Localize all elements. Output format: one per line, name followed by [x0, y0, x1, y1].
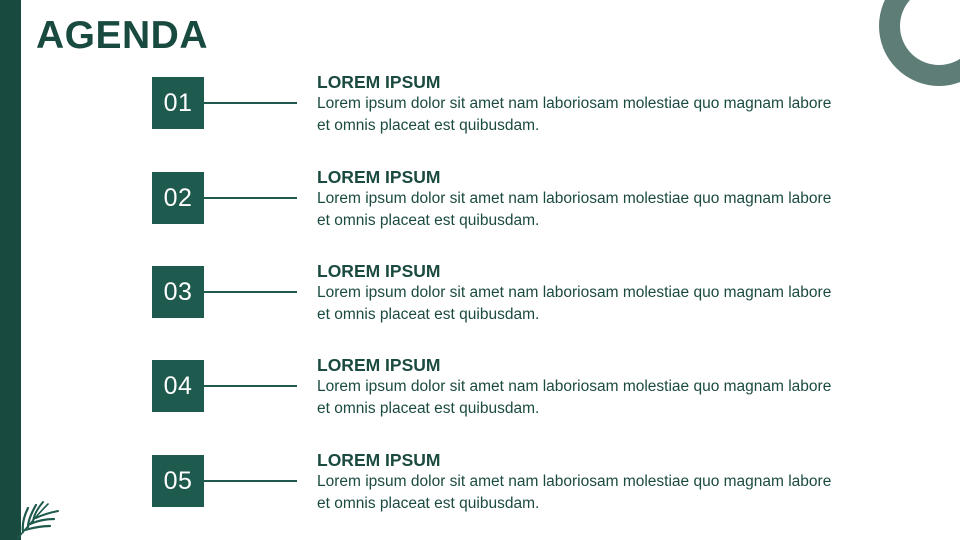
agenda-item-4 [0, 354, 960, 424]
item-title: LOREM IPSUM [317, 261, 441, 281]
connector-line [204, 480, 297, 482]
agenda-item-2 [0, 166, 960, 236]
agenda-item-5 [0, 449, 960, 519]
connector-line [204, 385, 297, 387]
item-description: Lorem ipsum dolor sit amet nam laboriosam molestiae quo magnam labore et omnis placeat est quibusdam. [317, 95, 832, 134]
connector-line [204, 197, 297, 199]
item-number-box: 02 [152, 172, 204, 224]
agenda-item-1 [0, 71, 960, 141]
item-title: LOREM IPSUM [317, 72, 441, 92]
page-title: AGENDA [36, 14, 209, 57]
item-title: LOREM IPSUM [317, 355, 441, 375]
item-number-box: 05 [152, 455, 204, 507]
item-title: LOREM IPSUM [317, 450, 441, 470]
connector-line [204, 291, 297, 293]
item-description: Lorem ipsum dolor sit amet nam laboriosam molestiae quo magnam labore et omnis placeat est quibusdam. [317, 378, 832, 417]
item-description: Lorem ipsum dolor sit amet nam laboriosam molestiae quo magnam labore et omnis placeat est quibusdam. [317, 284, 832, 323]
item-description: Lorem ipsum dolor sit amet nam laboriosam molestiae quo magnam labore et omnis placeat est quibusdam. [317, 190, 832, 229]
agenda-item-3 [0, 260, 960, 330]
item-number-box: 04 [152, 360, 204, 412]
item-number-box: 03 [152, 266, 204, 318]
connector-line [204, 102, 297, 104]
item-title: LOREM IPSUM [317, 167, 441, 187]
item-number-box: 01 [152, 77, 204, 129]
item-description: Lorem ipsum dolor sit amet nam laboriosam molestiae quo magnam labore et omnis placeat est quibusdam. [317, 473, 832, 512]
